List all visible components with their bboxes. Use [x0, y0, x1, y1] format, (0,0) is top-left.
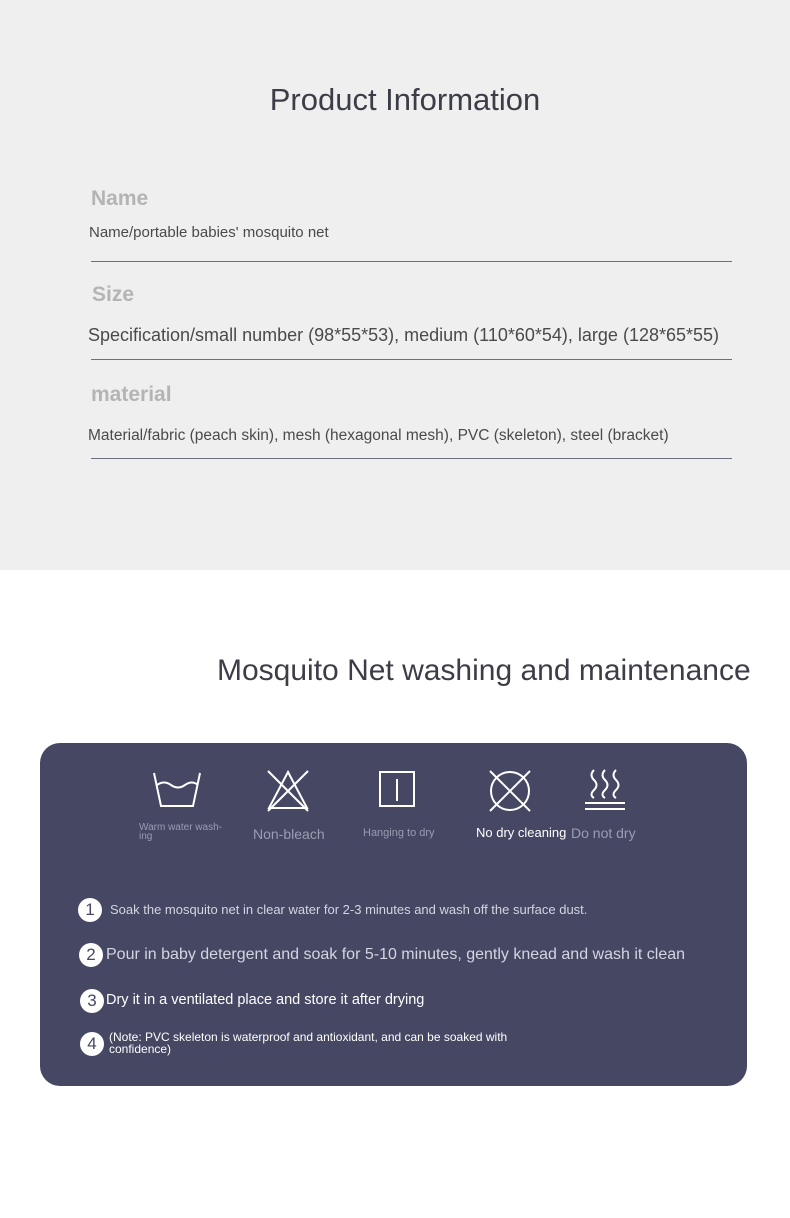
hang-dry-caption: Hanging to dry	[363, 827, 435, 839]
size-divider	[91, 359, 732, 360]
step-number: 1	[78, 898, 102, 922]
non-bleach-caption: Non-bleach	[253, 826, 325, 842]
warm-water-wash-icon	[151, 770, 203, 810]
warm-water-wash-caption: Warm water wash-ing	[139, 822, 222, 842]
material-label: material	[91, 383, 172, 406]
step-number: 4	[80, 1032, 104, 1056]
material-divider	[91, 458, 732, 459]
step-number: 2	[79, 943, 103, 967]
step-number: 3	[80, 989, 104, 1013]
do-not-dry-caption: Do not dry	[571, 825, 636, 841]
care-title: Mosquito Net washing and maintenance	[217, 654, 751, 687]
hang-dry-icon	[378, 770, 416, 810]
step-text: Pour in baby detergent and soak for 5-10 minutes, gently knead and wash it clean	[106, 946, 686, 963]
care-card	[40, 743, 747, 1086]
size-value: Specification/small number (98*55*53), medium (110*60*54), large (128*65*55)	[88, 325, 720, 345]
product-info-section	[0, 0, 790, 570]
no-dry-cleaning-icon	[487, 768, 533, 814]
step-text: Dry it in a ventilated place and store it after drying	[106, 992, 425, 1008]
do-not-dry-icon	[584, 768, 628, 812]
material-value: Material/fabric (peach skin), mesh (hexagonal mesh), PVC (skeleton), steel (bracket)	[88, 427, 669, 444]
size-label: Size	[92, 283, 135, 306]
step-text: Soak the mosquito net in clear water for 2-3 minutes and wash off the surface dust.	[110, 902, 588, 917]
step-text: (Note: PVC skeleton is waterproof and antioxidant, and can be soaked with confidence)	[109, 1030, 508, 1056]
name-value: Name/portable babies' mosquito net	[89, 224, 329, 241]
product-info-title: Product Information	[269, 82, 541, 117]
name-divider	[91, 261, 732, 262]
no-dry-cleaning-caption: No dry cleaning	[476, 825, 567, 840]
name-label: Name	[91, 187, 149, 210]
non-bleach-icon	[265, 768, 311, 814]
